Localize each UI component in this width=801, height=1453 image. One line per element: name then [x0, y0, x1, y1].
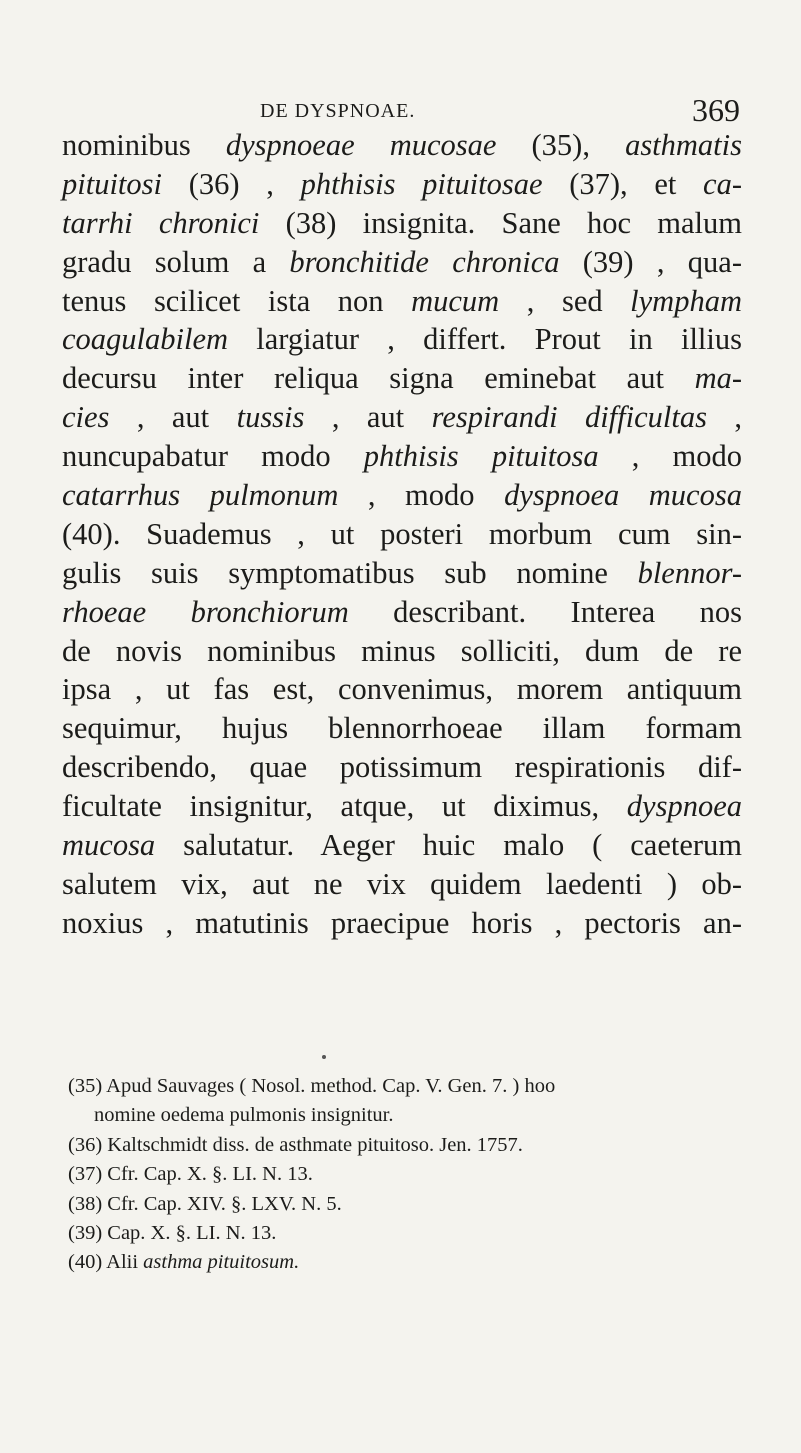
italic-term: bronchitide chronica [289, 244, 560, 279]
text-line [62, 632, 742, 671]
italic-term: cies [62, 400, 110, 435]
text-segment: describendo, quae potissimum respirationis dif- [62, 750, 742, 785]
italic-term: phthisis pituitosae [300, 166, 543, 201]
text-segment: , modo [338, 478, 505, 513]
text-line [62, 126, 742, 165]
footnote-text: (36) Kaltschmidt diss. de asthmate pituitoso. Jen. 1757. [68, 1133, 523, 1156]
italic-term: lympham [630, 283, 742, 318]
text-line [62, 826, 742, 865]
italic-term: blennor- [637, 555, 742, 590]
footnote-line [68, 1248, 748, 1277]
text-segment: describant. Interea nos [348, 594, 742, 629]
text-line [62, 437, 742, 476]
text-segment: , sed [499, 283, 631, 318]
footnote-line [68, 1160, 748, 1189]
footnote-text: (35) Apud Sauvages ( Nosol. method. Cap. V. Gen. 7. ) hoo [68, 1075, 556, 1097]
footnote-separator-mark [320, 1055, 328, 1067]
italic-term: pituitosi [62, 166, 162, 201]
page-number: 369 [692, 92, 740, 128]
text-line [62, 243, 742, 282]
footnote-text: (39) Cap. X. §. LI. N. 13. [68, 1222, 277, 1245]
footnote-line [68, 1101, 748, 1130]
italic-term: coagulabilem [62, 322, 229, 357]
footnote-italic: asthma pituitosum. [143, 1251, 300, 1274]
text-segment: salutem vix, aut ne vix quidem laedenti ) ob- [62, 866, 742, 901]
italic-term: ma- [694, 361, 742, 396]
italic-term: mucum [411, 283, 500, 318]
footnote-text: nomine oedema pulmonis insignitur. [94, 1104, 394, 1127]
text-segment: tenus scilicet ista non [62, 283, 412, 318]
text-line [62, 554, 742, 593]
footnote-text: (40) Alii [68, 1251, 144, 1274]
text-line [62, 670, 742, 709]
footnote-line [68, 1219, 748, 1248]
italic-term: tussis [236, 400, 305, 435]
italic-term: phthisis pituitosa [363, 439, 599, 474]
text-line [62, 359, 742, 398]
text-segment: , [706, 400, 743, 435]
text-segment: (39) , qua- [559, 244, 742, 279]
italic-term: respirandi difficultas [431, 400, 707, 435]
italic-term: tarrhi chronici [62, 205, 260, 240]
text-segment: sequimur, hujus blennorrhoeae illam formam [62, 711, 742, 746]
footnotes [68, 1072, 748, 1278]
text-segment: gulis suis symptomatibus sub nomine [62, 555, 638, 590]
footnote-text: (38) Cfr. Cap. XIV. §. LXV. N. 5. [68, 1192, 342, 1215]
text-segment: largiatur , differt. Prout in illius [228, 322, 742, 357]
italic-term: catarrhus pulmonum [62, 478, 339, 513]
text-segment: salutatur. Aeger huic malo ( caeterum [155, 828, 742, 863]
text-segment: nominibus [62, 128, 226, 162]
text-line [62, 282, 742, 321]
text-line [62, 865, 742, 904]
text-line [62, 748, 742, 787]
text-segment: , modo [598, 439, 742, 474]
text-line [62, 515, 742, 554]
text-line [62, 904, 742, 943]
italic-term: dyspnoea mucosa [504, 478, 742, 513]
text-segment: ipsa , ut fas est, convenimus, morem antiquum [62, 672, 742, 707]
text-segment: de novis nominibus minus solliciti, dum de re [62, 633, 742, 668]
footnote-line [68, 1190, 748, 1219]
italic-term: ca- [703, 166, 742, 201]
text-line [62, 398, 742, 437]
text-segment: nuncupabatur modo [62, 439, 364, 474]
text-segment: ficultate insignitur, atque, ut diximus, [62, 789, 627, 824]
italic-term: dyspnoea [626, 789, 742, 824]
text-segment: (38) insignita. Sane hoc malum [259, 205, 742, 240]
text-segment: , aut [109, 400, 237, 435]
text-segment: gradu solum a [62, 244, 290, 279]
footnote-line [68, 1131, 748, 1160]
italic-term: asthmatis [625, 128, 742, 162]
page-header [60, 92, 740, 128]
text-line [62, 709, 742, 748]
text-line [62, 320, 742, 359]
running-title: DE DYSPNOAE. [260, 100, 416, 122]
text-segment: (37), et [542, 166, 704, 201]
text-segment: , aut [304, 400, 432, 435]
text-segment: (36) , [162, 166, 301, 201]
text-segment: (35), [496, 128, 626, 162]
text-line [62, 476, 742, 515]
text-line [62, 165, 742, 204]
footnote-line [68, 1072, 748, 1101]
text-line [62, 787, 742, 826]
italic-term: dyspnoeae mucosae [225, 128, 497, 162]
footnote-text: (37) Cfr. Cap. X. §. LI. N. 13. [68, 1163, 313, 1186]
text-segment: (40). Suademus , ut posteri morbum cum sin- [62, 516, 742, 551]
text-segment: noxius , matutinis praecipue horis , pectoris an- [62, 905, 742, 940]
main-text [62, 126, 742, 943]
italic-term: mucosa [62, 828, 156, 863]
text-line [62, 204, 742, 243]
text-line [62, 593, 742, 632]
text-segment: decursu inter reliqua signa eminebat aut [62, 361, 695, 396]
italic-term: rhoeae bronchiorum [62, 594, 349, 629]
